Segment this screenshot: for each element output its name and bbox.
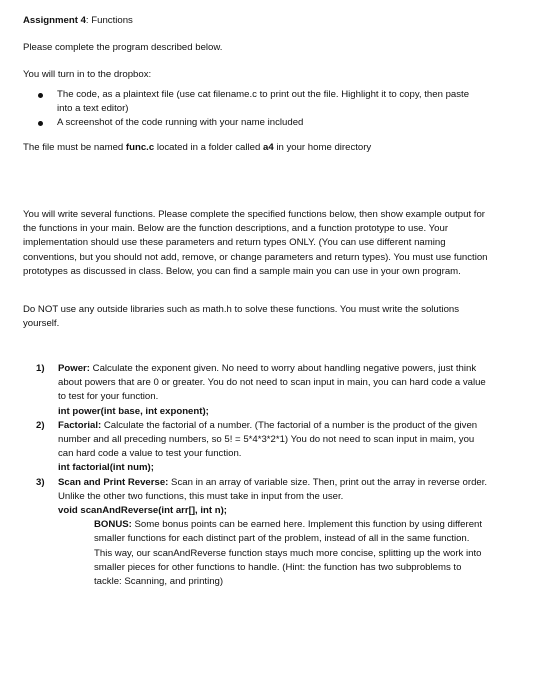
function-prototype: int factorial(int num);	[58, 462, 154, 474]
item-text: Scan in an array of variable size. Then, print out the array in reverse order. Unlike the other two functions, this must take in input from the user.	[58, 476, 488, 502]
item-number: 2)	[36, 419, 45, 431]
item-description	[58, 362, 488, 405]
function-item-scan-reverse	[36, 476, 488, 590]
functions-paragraph: You will write several functions. Please complete the specified functions below, then show example output for the functions in your main. Below are the function descriptions, and a function prototype to use. Your implementation should use these parameters and return types ONLY. (You can use different naming conventions, but you should not add, remove, or change parameters and return types). You must use function prototypes as discussed in class. Below, you can find a sample main you can use in your own program.	[23, 209, 488, 277]
list-item	[36, 116, 486, 130]
function-list	[36, 362, 488, 589]
assignment-title	[23, 14, 493, 28]
bullet-text: The code, as a plaintext file (use cat filename.c to print out the file. Highlight it to copy, then paste into a text editor)	[57, 89, 470, 115]
file-name: func.c	[125, 142, 155, 153]
folder-name: a4	[262, 142, 274, 153]
naming-post: in your home directory	[273, 142, 372, 153]
function-item-factorial	[36, 419, 488, 476]
list-item	[36, 88, 486, 116]
item-description	[58, 476, 488, 504]
item-number: 3)	[36, 476, 45, 488]
bullet-text: A screenshot of the code running with your name included	[57, 117, 304, 129]
assignment-title-bold: Assignment 4	[23, 15, 86, 26]
intro-line-2: You will turn in to the dropbox:	[23, 69, 152, 80]
item-description	[58, 419, 488, 462]
libraries-paragraph: Do NOT use any outside libraries such as math.h to solve these functions. You must write the solutions yourself.	[23, 304, 460, 330]
function-prototype: int power(int base, int exponent);	[58, 405, 209, 417]
function-prototype: void scanAndReverse(int arr[], int n);	[58, 505, 227, 517]
item-title: Power:	[58, 363, 90, 374]
bullet-icon	[38, 121, 43, 126]
assignment-title-rest: : Functions	[85, 15, 133, 26]
item-text: Calculate the factorial of a number. (The factorial of a number is the product of the given number and all preceding numbers, so 5! = 5*4*3*2*1) You do not need to scan input in maim, you can hard code a value to test your function.	[58, 419, 478, 460]
intro-line-1: Please complete the program described below.	[23, 42, 223, 53]
naming-pre: The file must be named	[23, 142, 126, 153]
item-text: Calculate the exponent given. No need to worry about handling negative powers, just think about powers that are 0 or greater. You do not need to scan input in main, you can hard code a value to test for your function.	[58, 363, 486, 403]
bonus-label: BONUS:	[94, 519, 132, 531]
bonus-note	[94, 518, 488, 589]
file-naming-instruction	[23, 141, 493, 155]
item-title: Scan and Print Reverse:	[58, 476, 169, 488]
item-number: 1)	[36, 363, 45, 374]
bullet-icon	[38, 93, 43, 98]
bonus-text: Some bonus points can be earned here. Implement this function by using different smaller functions for each distinct part of the problem, instead of all in the same function. This way, our scanAndReverse function stays much more concise, splitting up the work into smaller pieces for other functions to handle. (Hint: the function has two subproblems to tackle: Scanning, and printing)	[94, 519, 483, 588]
function-item-power	[36, 362, 488, 419]
item-title: Factorial:	[58, 419, 102, 431]
naming-mid: located in a folder called	[154, 142, 263, 153]
submission-list	[36, 88, 486, 131]
